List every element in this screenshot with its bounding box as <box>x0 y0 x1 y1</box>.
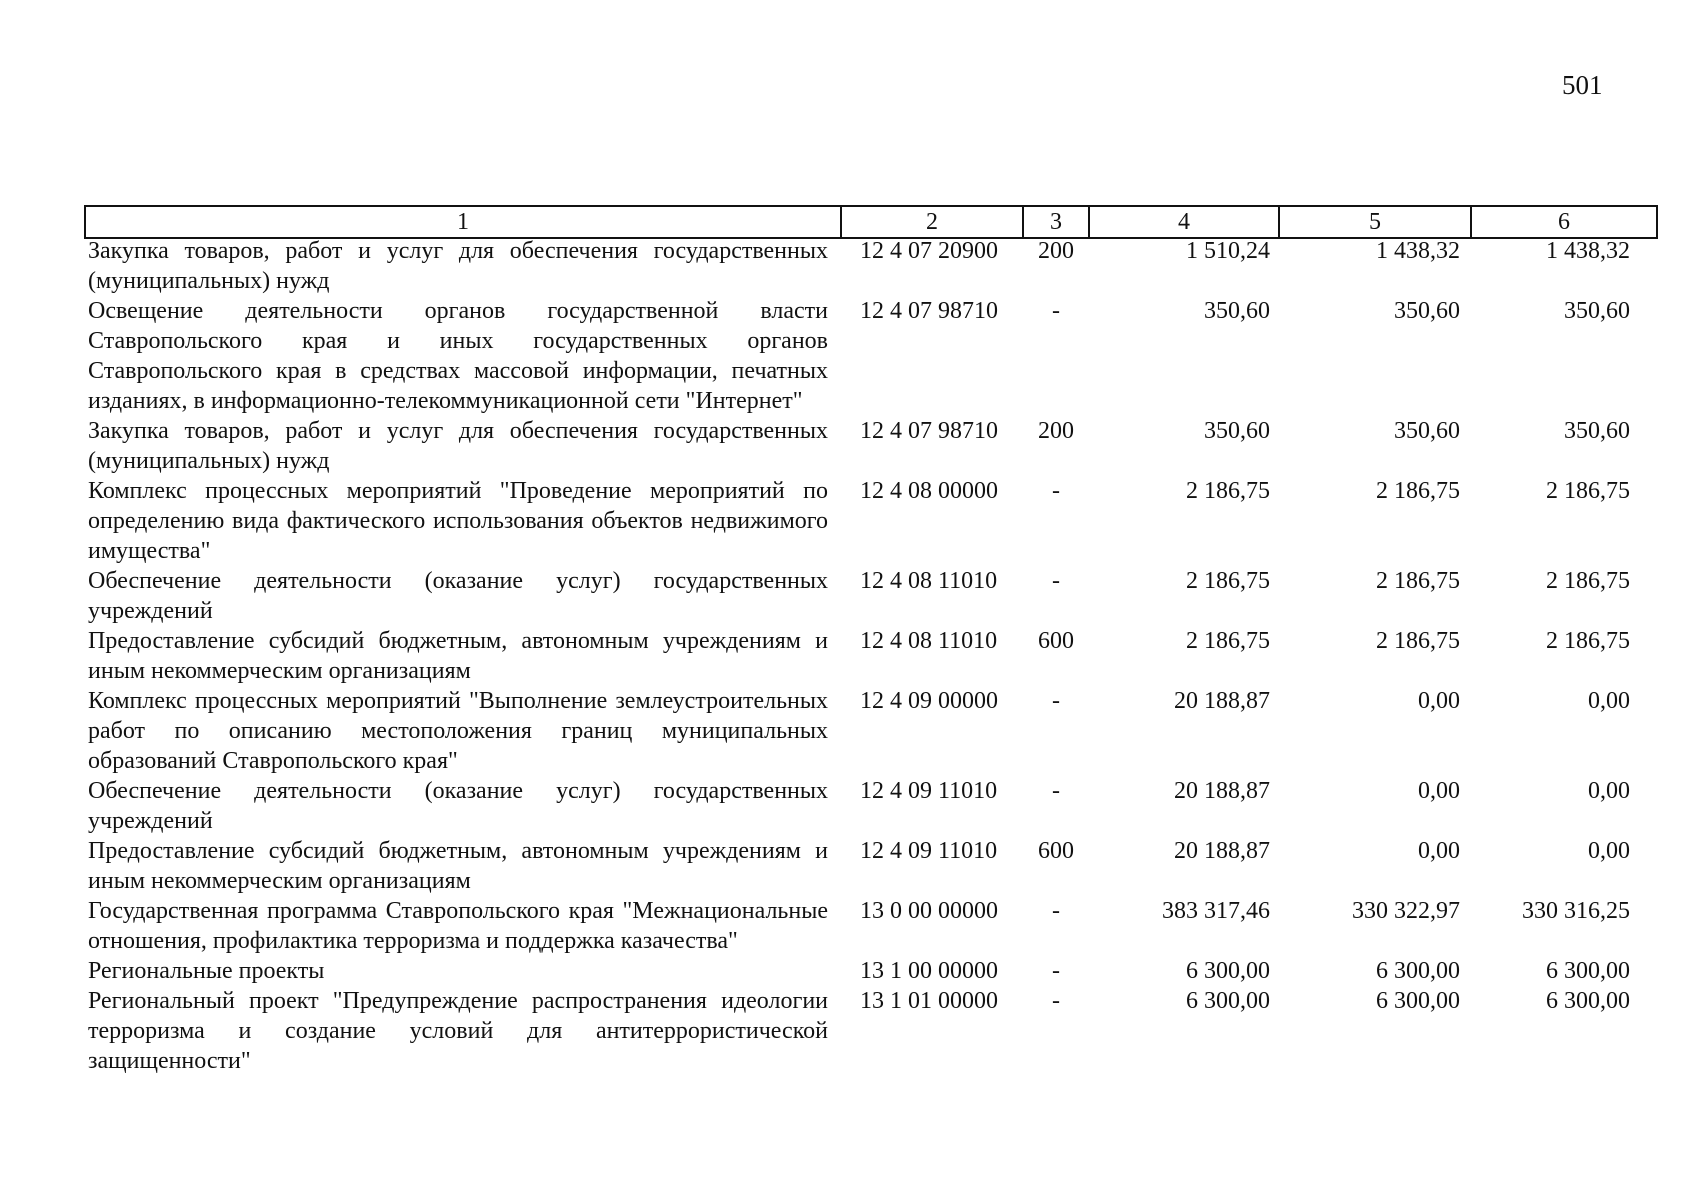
row-code: 12 4 07 98710 <box>860 418 998 444</box>
table-row <box>0 896 1696 956</box>
row-code: 12 4 09 00000 <box>860 688 998 714</box>
row-amount-col5: 330 322,97 <box>1352 898 1460 924</box>
column-header-2: 2 <box>841 206 1023 238</box>
row-code: 12 4 08 00000 <box>860 478 998 504</box>
row-expense-type: - <box>1052 898 1060 924</box>
row-amount-col6: 0,00 <box>1588 838 1630 864</box>
row-amount-col5: 0,00 <box>1418 778 1460 804</box>
column-header-4: 4 <box>1089 206 1279 238</box>
row-amount-col5: 6 300,00 <box>1376 958 1460 984</box>
row-expense-type: - <box>1052 988 1060 1014</box>
row-expense-type: - <box>1052 958 1060 984</box>
row-description: Государственная программа Ставропольского края "Межнациональные отношения, профилактика терроризма и поддержка казачества" <box>88 898 828 954</box>
column-header-3: 3 <box>1023 206 1089 238</box>
column-header-1: 1 <box>85 206 841 238</box>
row-description: Закупка товаров, работ и услуг для обеспечения государственных (муниципальных) нужд <box>88 238 828 294</box>
row-amount-col6: 350,60 <box>1564 418 1630 444</box>
row-code: 12 4 09 11010 <box>860 778 998 804</box>
row-code: 12 4 07 98710 <box>860 298 998 324</box>
row-description: Региональные проекты <box>88 958 325 984</box>
row-amount-col5: 350,60 <box>1394 298 1460 324</box>
row-amount-col6: 0,00 <box>1588 688 1630 714</box>
row-code: 13 1 00 00000 <box>860 958 998 984</box>
page-number: 501 <box>1562 70 1603 100</box>
table-row <box>0 986 1696 1076</box>
row-amount-col4: 1 510,24 <box>1186 238 1270 264</box>
row-amount-col4: 6 300,00 <box>1186 958 1270 984</box>
row-amount-col6: 6 300,00 <box>1546 988 1630 1014</box>
row-code: 12 4 09 11010 <box>860 838 998 864</box>
row-amount-col6: 330 316,25 <box>1522 898 1630 924</box>
row-description: Закупка товаров, работ и услуг для обеспечения государственных (муниципальных) нужд <box>88 418 828 474</box>
row-amount-col4: 2 186,75 <box>1186 478 1270 504</box>
row-expense-type: 600 <box>1038 838 1074 864</box>
table-row <box>0 416 1696 476</box>
row-amount-col4: 6 300,00 <box>1186 988 1270 1014</box>
budget-table-body <box>0 236 1696 1076</box>
row-amount-col5: 6 300,00 <box>1376 988 1460 1014</box>
row-amount-col5: 0,00 <box>1418 688 1460 714</box>
row-amount-col6: 6 300,00 <box>1546 958 1630 984</box>
table-row <box>0 296 1696 416</box>
row-amount-col6: 2 186,75 <box>1546 478 1630 504</box>
column-header-table <box>84 205 1658 239</box>
row-code: 12 4 08 11010 <box>860 568 998 594</box>
row-description: Предоставление субсидий бюджетным, автономным учреждениям и иным некоммерческим организациям <box>88 838 828 894</box>
row-amount-col6: 2 186,75 <box>1546 628 1630 654</box>
row-amount-col4: 383 317,46 <box>1162 898 1270 924</box>
row-amount-col5: 2 186,75 <box>1376 628 1460 654</box>
row-code: 13 0 00 00000 <box>860 898 998 924</box>
row-description: Комплекс процессных мероприятий "Выполнение землеустроительных работ по описанию местоположения границ муниципальных образований Ставропольского края" <box>88 688 828 774</box>
row-amount-col5: 1 438,32 <box>1376 238 1460 264</box>
row-expense-type: - <box>1052 568 1060 594</box>
row-expense-type: - <box>1052 298 1060 324</box>
row-amount-col4: 20 188,87 <box>1174 688 1270 714</box>
row-amount-col4: 2 186,75 <box>1186 628 1270 654</box>
row-description: Комплекс процессных мероприятий "Проведение мероприятий по определению вида фактического использования объектов недвижимого имущества" <box>88 478 828 564</box>
row-code: 12 4 07 20900 <box>860 238 998 264</box>
row-amount-col5: 350,60 <box>1394 418 1460 444</box>
row-expense-type: - <box>1052 688 1060 714</box>
column-header-row <box>85 206 1657 238</box>
row-expense-type: 200 <box>1038 238 1074 264</box>
row-expense-type: 200 <box>1038 418 1074 444</box>
table-row <box>0 476 1696 566</box>
row-amount-col6: 0,00 <box>1588 778 1630 804</box>
table-row <box>0 956 1696 986</box>
row-amount-col4: 2 186,75 <box>1186 568 1270 594</box>
row-amount-col6: 350,60 <box>1564 298 1630 324</box>
row-amount-col6: 2 186,75 <box>1546 568 1630 594</box>
column-header-5: 5 <box>1279 206 1471 238</box>
table-row <box>0 626 1696 686</box>
row-description: Предоставление субсидий бюджетным, автономным учреждениям и иным некоммерческим организациям <box>88 628 828 684</box>
table-row <box>0 686 1696 776</box>
row-code: 12 4 08 11010 <box>860 628 998 654</box>
row-expense-type: 600 <box>1038 628 1074 654</box>
row-description: Обеспечение деятельности (оказание услуг) государственных учреждений <box>88 568 828 624</box>
row-description: Освещение деятельности органов государственной власти Ставропольского края и иных государственных органов Ставропольского края в средствах массовой информации, печатных изданиях, в информационно-телекоммуникационной сети "Интернет" <box>88 298 828 414</box>
row-amount-col4: 350,60 <box>1204 418 1270 444</box>
row-amount-col5: 2 186,75 <box>1376 568 1460 594</box>
table-row <box>0 236 1696 296</box>
row-expense-type: - <box>1052 778 1060 804</box>
row-code: 13 1 01 00000 <box>860 988 998 1014</box>
row-amount-col4: 350,60 <box>1204 298 1270 324</box>
row-amount-col5: 0,00 <box>1418 838 1460 864</box>
row-amount-col4: 20 188,87 <box>1174 838 1270 864</box>
table-row <box>0 776 1696 836</box>
row-amount-col6: 1 438,32 <box>1546 238 1630 264</box>
row-expense-type: - <box>1052 478 1060 504</box>
row-amount-col5: 2 186,75 <box>1376 478 1460 504</box>
row-description: Региональный проект "Предупреждение распространения идеологии терроризма и создание условий для антитеррористической защищенности" <box>88 988 828 1074</box>
row-amount-col4: 20 188,87 <box>1174 778 1270 804</box>
row-description: Обеспечение деятельности (оказание услуг) государственных учреждений <box>88 778 828 834</box>
table-row <box>0 836 1696 896</box>
table-row <box>0 566 1696 626</box>
column-header-6: 6 <box>1471 206 1657 238</box>
